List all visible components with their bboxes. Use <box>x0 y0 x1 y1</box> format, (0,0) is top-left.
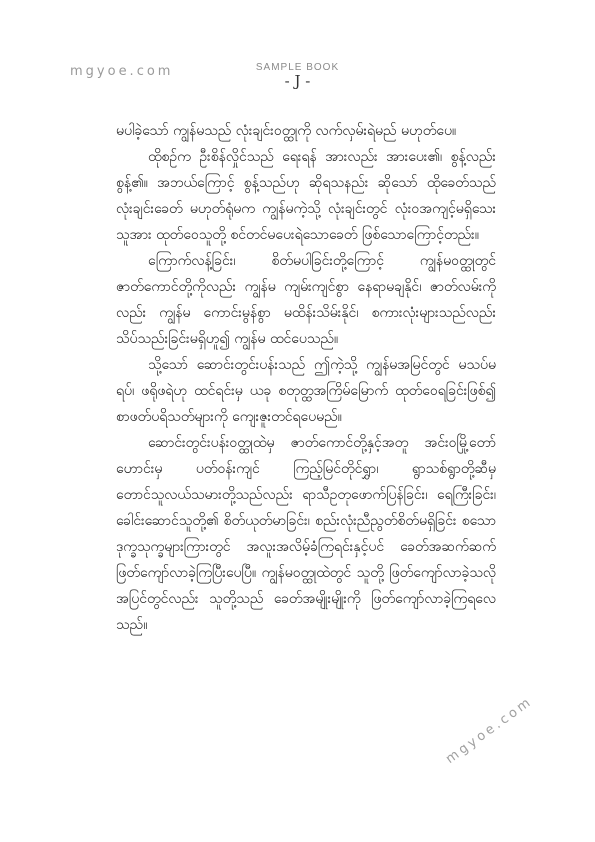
sample-book-label: SAMPLE BOOK <box>255 62 340 73</box>
paragraph: ထိုစဉ်က ဦးစိန်လှိုင်သည် ရေးရန် အားလည်း အားပေး၏၊ စွန့်လည်းစွန့်၏။ အဘယ်ကြောင့် စွန့်သည်ဟု ဆိုရသနည်း ဆိုသော် ထိုခေတ်သည် လုံးချင်းခေတ် မဟုတ်ရုံမက ကျွန်မကဲ့သို့ လုံးချင်းတွင် လုံးဝအကျင့်မရှိသေးသူအား ထုတ်ဝေသူတို့ စင်တင်မပေးရဲသောခေတ် ဖြစ်သောကြောင့်တည်း။ <box>116 149 496 243</box>
paragraph: မပါခဲ့သော် ကျွန်မသည် လုံးချင်းဝတ္ထုကို လက်လှမ်းရဲမည် မဟုတ်ပေ။ <box>116 123 457 139</box>
page-number: - J - <box>284 72 311 90</box>
watermark-site-diagonal: mgyoe.com <box>443 694 536 767</box>
paragraph: ဆောင်းတွင်းပန်းဝတ္ထုထဲမှ ဇာတ်ကောင်တို့နှင့်အတူ အင်းဝမြို့တော်ဟောင်းမှ ပတ်ဝန်းကျင် ကြည့်မြင်တိုင်ရွှာ၊ ရွာသစ်ရွာတို့ဆီမှ တောင်သူလယ်သမားတို့သည်လည်း ရာသီဥတုဖောက်ပြန်ခြင်း၊ ရေကြီးခြင်း၊ ခေါင်းဆောင်သူတို့၏ စိတ်ယုတ်မာခြင်း၊ စည်းလုံးညီညွတ်စိတ်မရှိခြင်း စသော ဒုက္ခသုက္ခများကြားတွင် အလူးအလိမ့်ခံကြရင်းနှင့်ပင် ခေတ်အဆက်ဆက် ဖြတ်ကျော်လာခဲ့ကြပြီးပေပြီ။ ကျွန်မဝတ္ထုထဲတွင် သူတို့ ဖြတ်ကျော်လာခဲ့သလို အပြင်တွင်လည်း သူတို့သည် ခေတ်အမျိုးမျိုးကို ဖြတ်ကျော်လာခဲ့ကြရလေသည်။ <box>116 435 496 633</box>
paragraph: ကြောက်လန့်ခြင်း၊ စိတ်မပါခြင်းတို့ကြောင့် ကျွန်မဝတ္ထုတွင် ဇာတ်ကောင်တို့ကိုလည်း ကျွန်မ ကျမ်းကျင်စွာ နေရာမချနိုင်၊ ဇာတ်လမ်းကိုလည်း ကျွန်မ ကောင်းမွန်စွာ မထိန်းသိမ်းနိုင်၊ စကားလုံးများသည်လည်း သိပ်သည်းခြင်းမရှိဟူ၍ ကျွန်မ ထင်ပေသည်။ <box>116 253 496 347</box>
paragraph: သို့သော် ဆောင်းတွင်းပန်းသည် ဤကဲ့သို့ ကျွန်မအမြင်တွင် မသပ်မရပ်၊ ဖရိုဖရဲဟု ထင်ရင်းမှ ယခု စတုတ္ထအကြိမ်မြောက် ထုတ်ဝေရခြင်းဖြစ်၍ စာဖတ်ပရိသတ်များကို ကျေးဇူးတင်ရပေမည်။ <box>116 357 496 425</box>
body-text <box>116 118 496 638</box>
watermark-site-top: mgyoe.com <box>70 64 174 79</box>
